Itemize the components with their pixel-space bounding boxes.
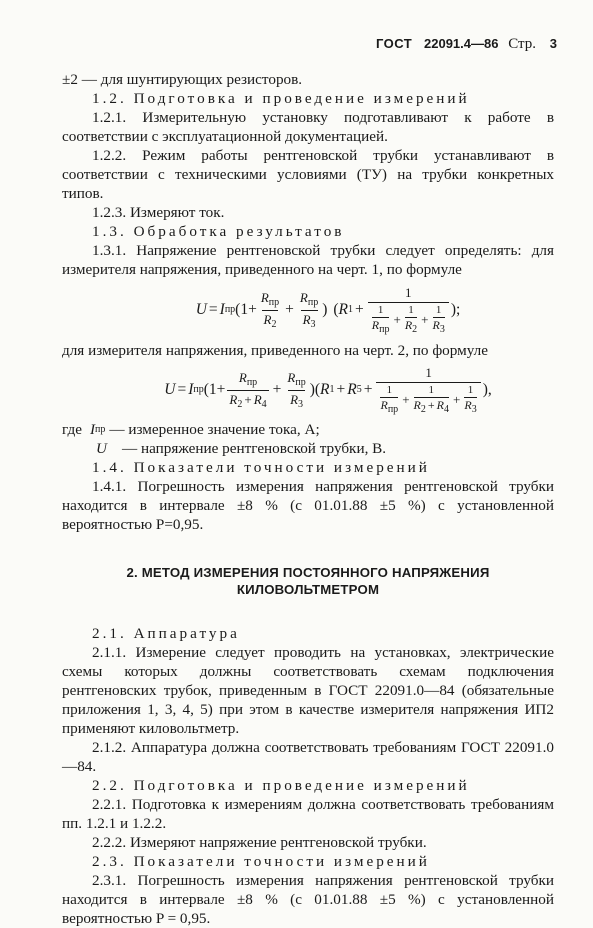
paragraph-2-2-1: 2.2.1. Подготовка к измерениям должна соответствовать требованиям пп. 1.2.1 и 1.2.2. — [62, 796, 554, 832]
paragraph-2-1-2: 2.1.2. Аппаратура должна соответствовать требованиям ГОСТ 22091.0—84. — [62, 739, 554, 775]
symbol-u: U — [195, 301, 207, 319]
paragraph-1-2-2: 1.2.2. Режим работы рентгеновской трубки устанавливают в соответствии с техническими условиями (ТУ) на трубки конкретных типов. — [62, 147, 554, 202]
fraction-parallel-2: 1 $\frac{1}{R_{пр}}$ + $\frac{1}{R_2 + R_4}$ + $\frac{1}{R_3}$ — [376, 366, 480, 415]
formula-1: U = I пр (1+ $\frac{R_{пр}}{R_2}$ + $\frac{R_{пр}}{R_3}$ ) ( R 1 + 1 $\frac{1}{R_{пр}}$ + $\frac{1}{R_2}$ + $\frac{1}{R_3}$ ); — [195, 284, 461, 335]
open-term: (1+ — [235, 301, 257, 319]
paragraph-2-3-1: 2.3.1. Погрешность измерения напряжения рентгеновской трубки находится в интервале ±8 % (с 01.01.88 ±5 %) с установленной вероятностью P = 0,95. — [62, 872, 554, 927]
page-number: 3 — [549, 36, 557, 51]
page-header — [376, 36, 557, 53]
legend-current: где I пр — измеренное значение тока, А; — [62, 421, 320, 438]
paragraph-2-2-2: 2.2.2. Измеряют напряжение рентгеновской трубки. — [92, 834, 427, 851]
fraction-parallel-1: 1 $\frac{1}{R_{пр}}$ + $\frac{1}{R_2}$ + $\frac{1}{R_3}$ — [368, 286, 449, 335]
standard-label: ГОСТ — [375, 36, 413, 51]
paragraph-1-2-3: 1.2.3. Измеряют ток. — [92, 204, 225, 221]
heading-2-3: 2.3. Показатели точности измерений — [92, 853, 430, 870]
paragraph-1-2-1: 1.2.1. Измерительную установку подготавливают к работе в соответствии с эксплуатационной документацией. — [62, 109, 554, 145]
legend-voltage-text: — напряжение рентгеновской трубки, В. — [122, 440, 387, 457]
fraction-rpr-r2: $\frac{R_{пр}}{R_2}$ — [260, 289, 280, 330]
standard-number: 22091.4—86 — [424, 36, 499, 51]
section-2-title: 2. МЕТОД ИЗМЕРЕНИЯ ПОСТОЯННОГО НАПРЯЖЕНИЯ КИЛОВОЛЬТМЕТРОМ — [126, 565, 490, 597]
heading-1-2: 1.2. Подготовка и проведение измерений — [92, 90, 470, 107]
page-label: Стр. — [508, 36, 537, 52]
formula-2: U = I пр (1+ $\frac{R_{пр}}{R_2 + R_4}$ + $\frac{R_{пр}}{R_3}$ ) ( R 1 + R 5 + 1 $\frac{1}{R_{пр}}$ + $\frac{1}{R_2 + R_4}$ + $\frac{1}{R_3}$ ), — [164, 364, 492, 415]
paragraph-formula-2-intro: для измерителя напряжения, приведенного на черт. 2, по формуле — [62, 342, 488, 359]
heading-2-2: 2.2. Подготовка и проведение измерений — [92, 777, 470, 794]
heading-1-4: 1.4. Показатели точности измерений — [92, 459, 430, 476]
heading-1-3: 1.3. Обработка результатов — [92, 223, 345, 240]
fraction-rpr-r3: $\frac{R_{пр}}{R_3}$ — [299, 289, 319, 330]
fraction-rpr-r2-r4: $\frac{R_{пр}}{R_2 + R_4}$ — [229, 369, 267, 410]
document-body — [62, 70, 554, 928]
paragraph-2-1-1: 2.1.1. Измерение следует проводить на установках, электрические схемы которых должны соответствовать схемам подключения рентгеновских трубок, приведенным в ГОСТ 22091.0—84 (обязательные приложения 1, 3, 4, 5) при этом в качестве измерителя напряжения ИП2 применяют киловольтметр. — [62, 644, 554, 737]
paragraph-tolerance: ±2 — для шунтирующих резисторов. — [62, 71, 303, 88]
where-word: где — [62, 421, 82, 438]
subscript-pr: пр — [224, 304, 236, 315]
legend-current-text: — измеренное значение тока, А; — [109, 421, 320, 438]
paragraph-1-3-1: 1.3.1. Напряжение рентгеновской трубки следует определять: для измерителя напряжения, приведенного на черт. 1, по формуле — [62, 242, 554, 278]
paragraph-1-4-1: 1.4.1. Погрешность измерения напряжения рентгеновской трубки находится в интервале ±8 % (с 01.01.88 ±5 %) с установленной вероятностью P=0,95. — [62, 478, 554, 533]
plus-sign: + — [285, 301, 294, 319]
legend-voltage: U — напряжение рентгеновской трубки, В. — [96, 440, 387, 457]
symbol-i: I — [219, 301, 225, 319]
fraction-rpr-r3-b: $\frac{R_{пр}}{R_3}$ — [287, 369, 306, 410]
heading-2-1: 2.1. Аппаратура — [92, 625, 240, 642]
equals-sign: = — [208, 301, 218, 319]
